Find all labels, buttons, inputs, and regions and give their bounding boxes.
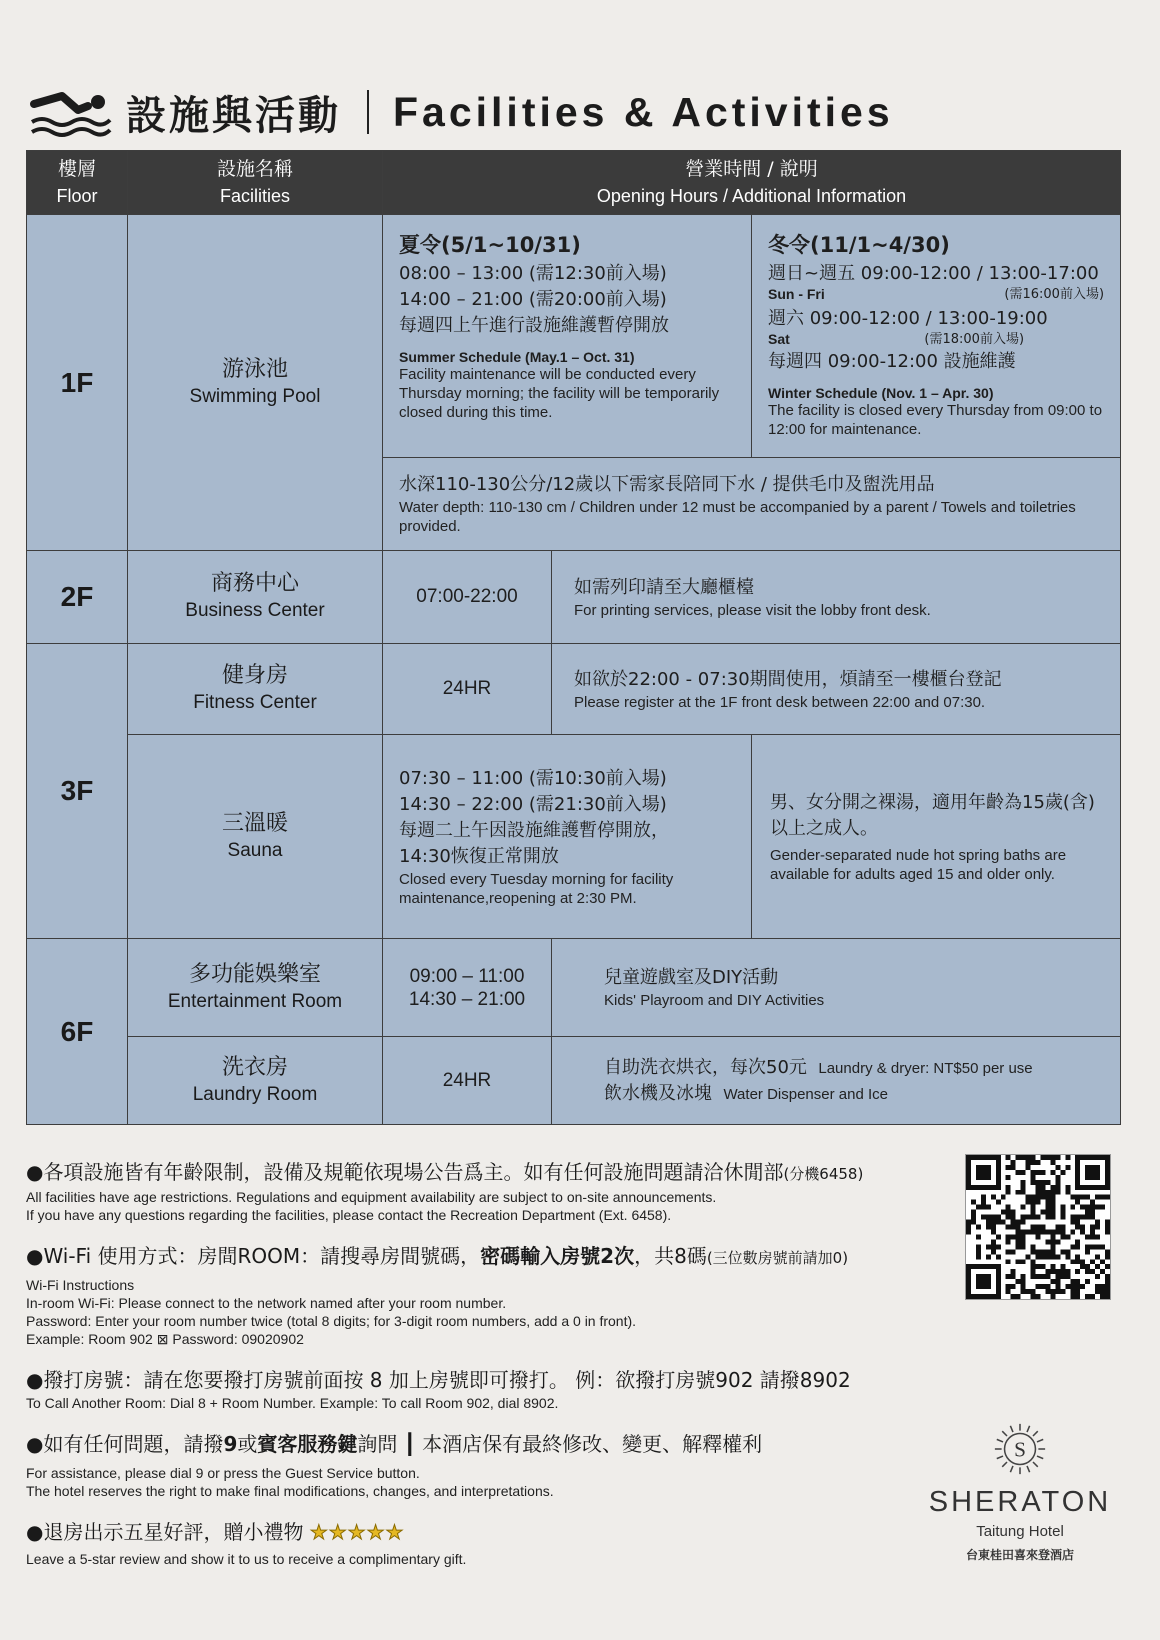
header-facility: 設施名稱 Facilities [128, 151, 383, 215]
table-row [27, 551, 1121, 644]
header-floor: 樓層 Floor [27, 151, 128, 215]
facilities-table [26, 150, 1121, 1125]
facility-fitness-center: 健身房 Fitness Center [128, 644, 383, 735]
pool-winter-schedule: 冬令(11/1~4/30) 週日~週五 09:00-12:00 / 13:00-17:00 Sun - Fri (需16:00前入場) 週六 09:00-12:00 / 13:00-19:00 Sat (需18:00前入場) 每週四 09:00-12:00 設施維護 Winter Schedule (Nov. 1 – Apr. 30) The facility is closed every Thursday from 09:00 to 12:00 for maintenance. [752, 215, 1121, 458]
table-row [27, 735, 1121, 939]
business-info: 如需列印請至大廳櫃檯 For printing services, please visit the lobby front desk. [552, 551, 1121, 644]
qr-code[interactable] [965, 1154, 1111, 1300]
sauna-info: 男、女分開之裸湯，適用年齡為15歲(含)以上之成人。 Gender-separated nude hot spring baths are available for adults aged 15 and older only. [752, 735, 1121, 939]
title-divider [367, 90, 369, 134]
pool-note: 水深110-130公分/12歲以下需家長陪同下水 / 提供毛巾及盥洗用品 Water depth: 110-130 cm / Children under 12 must be accompanied by a parent / Towels and toiletries provided. [383, 458, 1121, 551]
swimmer-icon [28, 84, 112, 140]
star-icons: ★★★★★ [309, 1520, 405, 1544]
svg-text:S: S [1014, 1437, 1026, 1462]
fitness-hours: 24HR [383, 644, 552, 735]
facility-pool: 游泳池 Swimming Pool [128, 215, 383, 551]
floor-2f: 2F [27, 551, 128, 644]
sheraton-logo-icon [991, 1420, 1049, 1478]
brand-name: SHERATON [928, 1486, 1112, 1518]
note-call-room: ●撥打房號：請在您要撥打房號前面按 8 加上房號即可撥打。 例：欲撥打房號902 請撥8902 To Call Another Room: Dial 8 + Room Number. Example: To call Room 902, dial 8902. [26, 1368, 851, 1411]
facility-laundry-room: 洗衣房 Laundry Room [128, 1037, 383, 1125]
table-row [27, 644, 1121, 735]
floor-3f: 3F [27, 644, 128, 939]
page-title-en: Facilities & Activities [393, 88, 894, 135]
note-review: ●退房出示五星好評，贈小禮物 ★★★★★ Leave a 5-star review and show it to us to receive a complimentary gift. [26, 1520, 467, 1567]
laundry-hours: 24HR [383, 1037, 552, 1125]
pool-summer-schedule: 夏令(5/1~10/31) 08:00 – 13:00 (需12:30前入場) 14:00 – 21:00 (需20:00前入場) 每週四上午進行設施維護暫停開放 Summer Schedule (May.1 – Oct. 31) Facility maintenance will be conducted every Thursday morning; the facility will be temporarily closed during this time. [383, 215, 752, 458]
laundry-info: 自助洗衣烘衣，每次50元 Laundry & dryer: NT$50 per use 飲水機及冰塊 Water Dispenser and Ice [552, 1037, 1121, 1125]
entertainment-hours: 09:00 – 11:00 14:30 – 21:00 [383, 939, 552, 1037]
brand-chinese-name: 台東桂田喜來登酒店 [965, 1548, 1074, 1562]
facility-business-center: 商務中心 Business Center [128, 551, 383, 644]
facility-entertainment-room: 多功能娛樂室 Entertainment Room [128, 939, 383, 1037]
sheraton-brand [920, 1420, 1120, 1563]
notes-section [26, 1158, 946, 1582]
note-age-restrictions: ●各項設施皆有年齡限制，設備及規範依現場公告爲主。如有任何設施問題請洽休閒部(分機6458) All facilities have age restrictions. Regulations and equipment availability are subject to on-site announcements. If you have any questions regarding the facilities, please contact the Recreation Department (Ext. 6458). [26, 1160, 864, 1223]
table-header-row [27, 151, 1121, 215]
table-row [27, 939, 1121, 1037]
entertainment-info: 兒童遊戲室及DIY活動 Kids' Playroom and DIY Activities [552, 939, 1121, 1037]
sauna-hours: 07:30 – 11:00 (需10:30前入場) 14:30 – 22:00 (需21:30前入場) 每週二上午因設施維護暫停開放， 14:30恢復正常開放 Closed every Tuesday morning for facility maintenance,reopening at 2:30 PM. [383, 735, 752, 939]
business-hours: 07:00-22:00 [383, 551, 552, 644]
table-row [27, 1037, 1121, 1125]
facility-sauna: 三溫暖 Sauna [128, 735, 383, 939]
page-header [28, 82, 894, 142]
page-title-zh: 設施與活動 [126, 92, 341, 139]
fitness-info: 如欲於22:00 - 07:30期間使用，煩請至一樓櫃台登記 Please register at the 1F front desk between 22:00 and 07:30. [552, 644, 1121, 735]
brand-subtitle: Taitung Hotel [976, 1523, 1064, 1540]
note-assistance: ●如有任何問題，請撥9或賓客服務鍵詢問 ┃ 本酒店保有最終修改、變更、解釋權利 For assistance, please dial 9 or press the Guest Service button. The hotel reserves the right to make final modifications, changes, and interpretations. [26, 1432, 763, 1499]
header-hours: 營業時間 / 說明 Opening Hours / Additional Information [383, 151, 1121, 215]
table-row [27, 215, 1121, 458]
floor-6f: 6F [27, 939, 128, 1125]
floor-1f: 1F [27, 215, 128, 551]
note-wifi: ●Wi-Fi 使用方式：房間ROOM：請搜尋房間號碼，密碼輸入房號2次，共8碼(三位數房號前請加0) Wi-Fi Instructions In-room Wi-Fi: Please connect to the network named after your room number. Password: Enter your room number twice (total 8 digits; for 3-digit room numbers, add a 0 in front). Example: Room 902 ⊠ Password: 09020902 [26, 1244, 849, 1347]
